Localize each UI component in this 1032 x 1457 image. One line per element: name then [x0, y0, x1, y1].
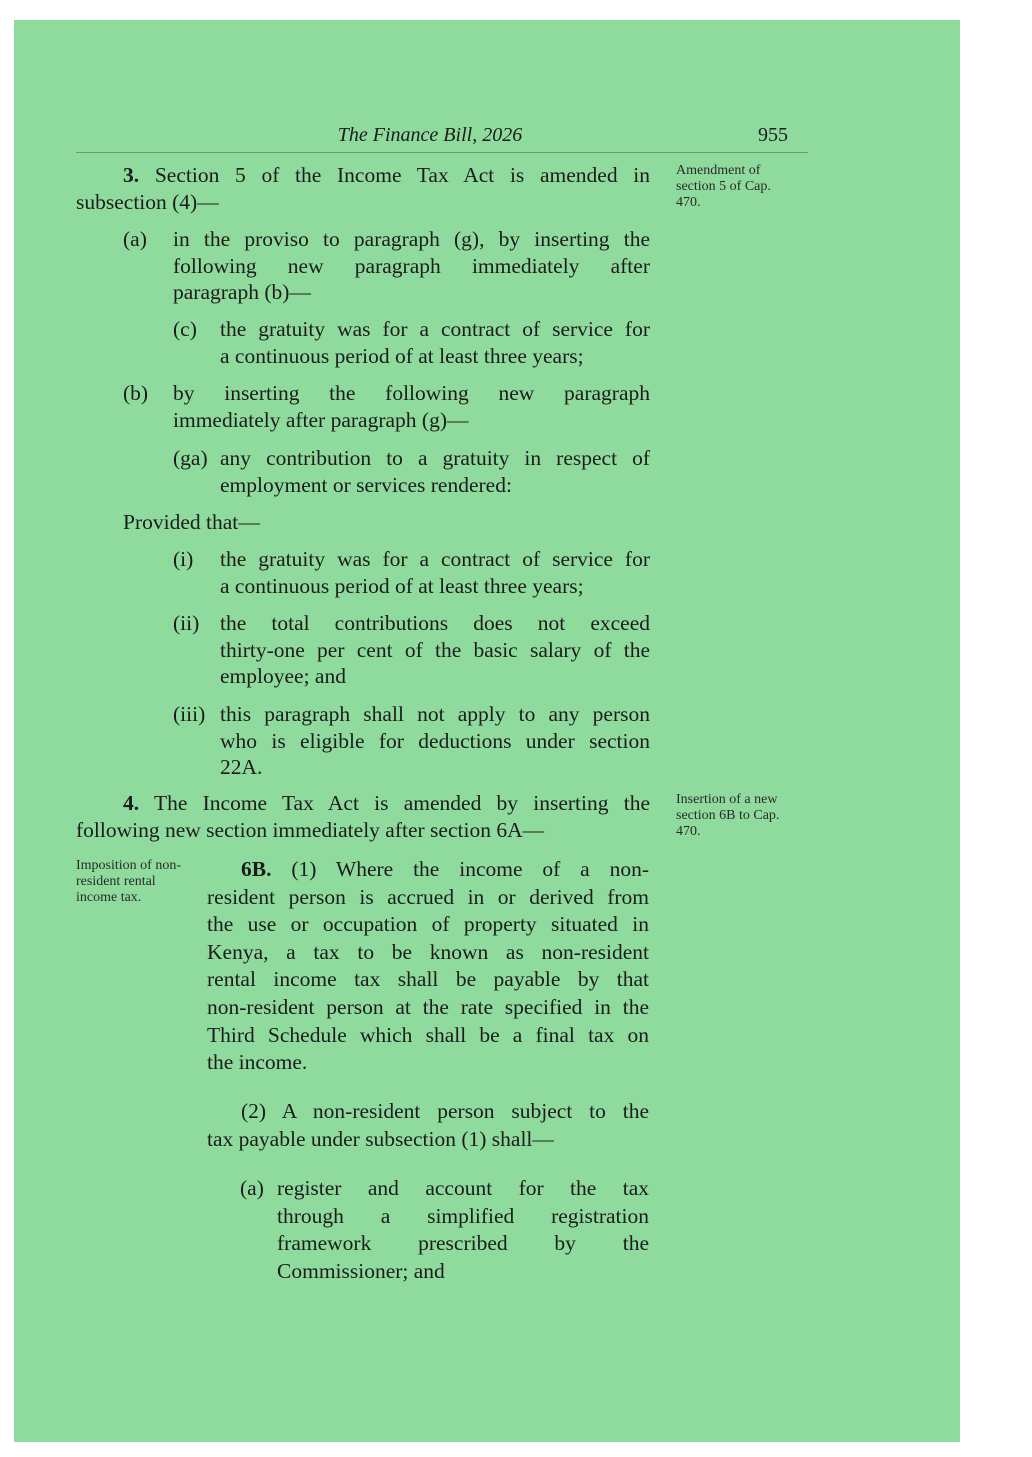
- paragraph-c: (c) the gratuity was for a contract of service for a continuous period of at least three years;: [173, 317, 650, 368]
- paragraph-label: (iii): [173, 702, 206, 726]
- sub-paragraph-iii: (iii) this paragraph shall not apply to any person who is eligible for deductions under section 22A.: [173, 702, 650, 779]
- margin-note-section-6b: Imposition of non- resident rental income tax.: [76, 858, 181, 905]
- section-number: 4.: [123, 791, 140, 815]
- paragraph-label: (ga): [173, 446, 208, 470]
- running-header-title: The Finance Bill, 2026: [337, 124, 523, 146]
- sub-paragraph-i: (i) the gratuity was for a contract of service for a continuous period of at least three years;: [173, 547, 650, 598]
- header-rule: [76, 152, 808, 153]
- section-number: 3.: [123, 163, 140, 187]
- paragraph-a: (a) in the proviso to paragraph (g), by inserting the following new paragraph immediately after paragraph (b)—: [123, 227, 650, 304]
- paragraph-b: (b) by inserting the following new paragraph immediately after paragraph (g)—: [123, 381, 650, 432]
- sub-paragraph-ii: (ii) the total contributions does not exceed thirty-one per cent of the basic salary of the employee; and: [173, 611, 650, 688]
- margin-note-section-3: Amendment of section 5 of Cap. 470.: [676, 163, 771, 210]
- section-4-intro: 4. The Income Tax Act is amended by inserting the following new section immediately after section 6A—: [76, 791, 650, 842]
- section-6b-subsection-1: 6B. (1) Where the income of a non- resident person is accrued in or derived from the use or occupation of property situated in Kenya, a tax to be known as non-resident rental income tax shall be payable by that non-resident person at the rate specified in the Third Schedule which shall be a final tax on the income.: [207, 857, 650, 1075]
- section-number: 6B.: [241, 857, 272, 881]
- proviso-label: Provided that—: [123, 510, 260, 534]
- paragraph-label: (b): [123, 381, 149, 405]
- margin-note-section-4: Insertion of a new section 6B to Cap. 470.: [676, 792, 780, 839]
- section-3-intro: 3. Section 5 of the Income Tax Act is amended in subsection (4)—: [76, 163, 650, 214]
- paragraph-label: (a): [123, 227, 147, 251]
- paragraph-label: (i): [173, 547, 194, 571]
- page-number: 955: [758, 124, 788, 146]
- section-6b-subsection-2: (2) A non-resident person subject to the tax payable under subsection (1) shall—: [207, 1099, 649, 1151]
- paragraph-label: (a): [240, 1176, 264, 1200]
- paragraph-ga: (ga) any contribution to a gratuity in respect of employment or services rendered:: [173, 446, 650, 497]
- paragraph-label: (ii): [173, 611, 200, 635]
- paragraph-label: (c): [173, 317, 197, 341]
- section-6b-paragraph-a: (a) register and account for the tax through a simplified registration framework prescribed by the Commissioner; and: [240, 1176, 649, 1283]
